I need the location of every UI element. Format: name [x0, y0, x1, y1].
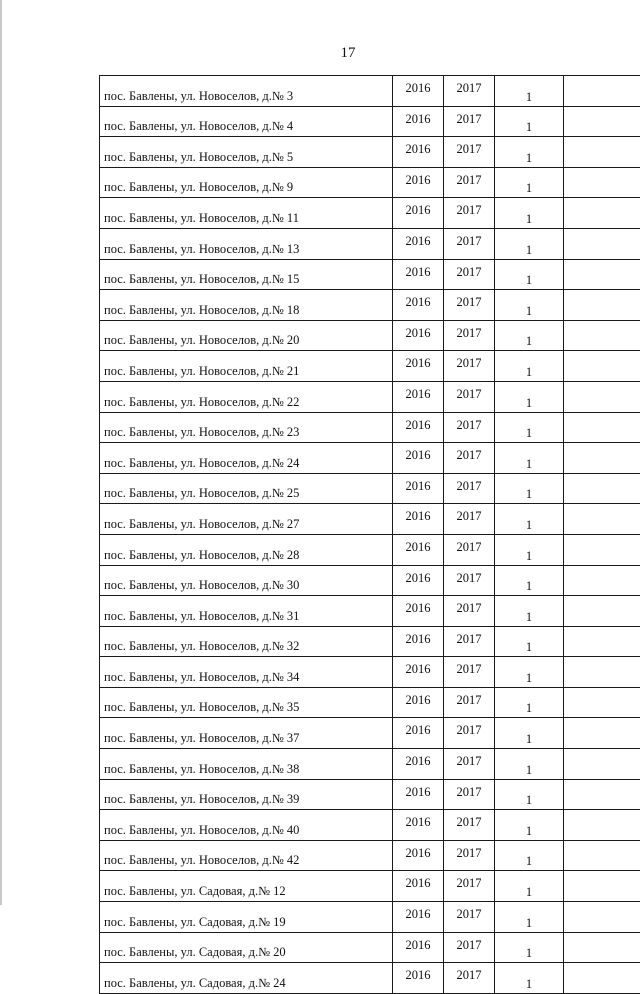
start-year-cell: 2016 [393, 779, 444, 810]
blank-cell [564, 473, 640, 504]
blank-cell [564, 167, 640, 198]
start-year-cell: 2016 [393, 963, 444, 994]
quantity-cell: 1 [495, 779, 564, 810]
quantity-cell: 1 [495, 137, 564, 168]
quantity-cell: 1 [495, 106, 564, 137]
end-year-cell: 2017 [444, 902, 495, 933]
table-row [100, 749, 640, 780]
end-year-cell: 2017 [444, 657, 495, 688]
blank-cell [564, 290, 640, 321]
address-cell: пос. Бавлены, ул. Садовая, д.№ 12 [100, 871, 393, 902]
quantity-cell: 1 [495, 932, 564, 963]
quantity-cell: 1 [495, 381, 564, 412]
end-year-cell: 2017 [444, 534, 495, 565]
quantity-cell: 1 [495, 596, 564, 627]
address-cell: пос. Бавлены, ул. Новоселов, д.№ 37 [100, 718, 393, 749]
table-row [100, 565, 640, 596]
blank-cell [564, 320, 640, 351]
table-row [100, 76, 640, 107]
start-year-cell: 2016 [393, 718, 444, 749]
address-cell: пос. Бавлены, ул. Садовая, д.№ 19 [100, 902, 393, 933]
end-year-cell: 2017 [444, 443, 495, 474]
address-cell: пос. Бавлены, ул. Новоселов, д.№ 27 [100, 504, 393, 535]
address-cell: пос. Бавлены, ул. Новоселов, д.№ 18 [100, 290, 393, 321]
start-year-cell: 2016 [393, 565, 444, 596]
start-year-cell: 2016 [393, 259, 444, 290]
quantity-cell: 1 [495, 473, 564, 504]
blank-cell [564, 840, 640, 871]
start-year-cell: 2016 [393, 657, 444, 688]
start-year-cell: 2016 [393, 871, 444, 902]
end-year-cell: 2017 [444, 228, 495, 259]
start-year-cell: 2016 [393, 534, 444, 565]
start-year-cell: 2016 [393, 320, 444, 351]
blank-cell [564, 902, 640, 933]
blank-cell [564, 749, 640, 780]
address-cell: пос. Бавлены, ул. Новоселов, д.№ 28 [100, 534, 393, 565]
blank-cell [564, 779, 640, 810]
table-row [100, 137, 640, 168]
address-cell: пос. Бавлены, ул. Новоселов, д.№ 22 [100, 381, 393, 412]
quantity-cell: 1 [495, 167, 564, 198]
quantity-cell: 1 [495, 320, 564, 351]
quantity-cell: 1 [495, 840, 564, 871]
registry-table [99, 75, 640, 994]
quantity-cell: 1 [495, 443, 564, 474]
start-year-cell: 2016 [393, 687, 444, 718]
quantity-cell: 1 [495, 534, 564, 565]
quantity-cell: 1 [495, 657, 564, 688]
end-year-cell: 2017 [444, 596, 495, 627]
table-row [100, 259, 640, 290]
end-year-cell: 2017 [444, 473, 495, 504]
address-cell: пос. Бавлены, ул. Новоселов, д.№ 35 [100, 687, 393, 718]
start-year-cell: 2016 [393, 412, 444, 443]
address-cell: пос. Бавлены, ул. Новоселов, д.№ 42 [100, 840, 393, 871]
table-row [100, 840, 640, 871]
end-year-cell: 2017 [444, 932, 495, 963]
end-year-cell: 2017 [444, 840, 495, 871]
address-cell: пос. Бавлены, ул. Новоселов, д.№ 40 [100, 810, 393, 841]
quantity-cell: 1 [495, 259, 564, 290]
scan-edge [0, 0, 2, 905]
address-cell: пос. Бавлены, ул. Новоселов, д.№ 4 [100, 106, 393, 137]
table-row [100, 228, 640, 259]
start-year-cell: 2016 [393, 381, 444, 412]
end-year-cell: 2017 [444, 718, 495, 749]
table-row [100, 902, 640, 933]
table-row [100, 626, 640, 657]
start-year-cell: 2016 [393, 106, 444, 137]
table-row [100, 932, 640, 963]
blank-cell [564, 932, 640, 963]
start-year-cell: 2016 [393, 137, 444, 168]
address-cell: пос. Бавлены, ул. Новоселов, д.№ 9 [100, 167, 393, 198]
start-year-cell: 2016 [393, 228, 444, 259]
address-cell: пос. Бавлены, ул. Новоселов, д.№ 30 [100, 565, 393, 596]
quantity-cell: 1 [495, 810, 564, 841]
end-year-cell: 2017 [444, 76, 495, 107]
end-year-cell: 2017 [444, 412, 495, 443]
blank-cell [564, 106, 640, 137]
blank-cell [564, 443, 640, 474]
start-year-cell: 2016 [393, 443, 444, 474]
table-row [100, 106, 640, 137]
start-year-cell: 2016 [393, 167, 444, 198]
quantity-cell: 1 [495, 749, 564, 780]
quantity-cell: 1 [495, 290, 564, 321]
address-cell: пос. Бавлены, ул. Новоселов, д.№ 20 [100, 320, 393, 351]
blank-cell [564, 412, 640, 443]
end-year-cell: 2017 [444, 871, 495, 902]
table-row [100, 810, 640, 841]
blank-cell [564, 963, 640, 994]
blank-cell [564, 871, 640, 902]
address-cell: пос. Бавлены, ул. Новоселов, д.№ 11 [100, 198, 393, 229]
blank-cell [564, 228, 640, 259]
end-year-cell: 2017 [444, 198, 495, 229]
end-year-cell: 2017 [444, 810, 495, 841]
end-year-cell: 2017 [444, 381, 495, 412]
end-year-cell: 2017 [444, 749, 495, 780]
table-row [100, 534, 640, 565]
blank-cell [564, 718, 640, 749]
end-year-cell: 2017 [444, 963, 495, 994]
blank-cell [564, 626, 640, 657]
address-cell: пос. Бавлены, ул. Новоселов, д.№ 24 [100, 443, 393, 474]
end-year-cell: 2017 [444, 626, 495, 657]
table-row [100, 963, 640, 994]
address-cell: пос. Бавлены, ул. Новоселов, д.№ 3 [100, 76, 393, 107]
start-year-cell: 2016 [393, 902, 444, 933]
end-year-cell: 2017 [444, 320, 495, 351]
quantity-cell: 1 [495, 963, 564, 994]
quantity-cell: 1 [495, 412, 564, 443]
quantity-cell: 1 [495, 76, 564, 107]
end-year-cell: 2017 [444, 351, 495, 382]
quantity-cell: 1 [495, 687, 564, 718]
end-year-cell: 2017 [444, 106, 495, 137]
table-row [100, 412, 640, 443]
table-row [100, 290, 640, 321]
table-row [100, 596, 640, 627]
quantity-cell: 1 [495, 902, 564, 933]
start-year-cell: 2016 [393, 198, 444, 229]
start-year-cell: 2016 [393, 351, 444, 382]
table-row [100, 167, 640, 198]
address-cell: пос. Бавлены, ул. Новоселов, д.№ 13 [100, 228, 393, 259]
start-year-cell: 2016 [393, 76, 444, 107]
address-cell: пос. Бавлены, ул. Новоселов, д.№ 34 [100, 657, 393, 688]
address-cell: пос. Бавлены, ул. Новоселов, д.№ 5 [100, 137, 393, 168]
start-year-cell: 2016 [393, 810, 444, 841]
blank-cell [564, 534, 640, 565]
start-year-cell: 2016 [393, 840, 444, 871]
start-year-cell: 2016 [393, 504, 444, 535]
address-cell: пос. Бавлены, ул. Новоселов, д.№ 15 [100, 259, 393, 290]
table-row [100, 687, 640, 718]
end-year-cell: 2017 [444, 167, 495, 198]
table-row [100, 473, 640, 504]
quantity-cell: 1 [495, 626, 564, 657]
table-row [100, 351, 640, 382]
blank-cell [564, 351, 640, 382]
table-row [100, 443, 640, 474]
start-year-cell: 2016 [393, 290, 444, 321]
end-year-cell: 2017 [444, 137, 495, 168]
start-year-cell: 2016 [393, 596, 444, 627]
table-row [100, 504, 640, 535]
table-row [100, 320, 640, 351]
table-row [100, 779, 640, 810]
blank-cell [564, 810, 640, 841]
page-number: 17 [0, 44, 640, 62]
address-cell: пос. Бавлены, ул. Новоселов, д.№ 32 [100, 626, 393, 657]
start-year-cell: 2016 [393, 473, 444, 504]
address-cell: пос. Бавлены, ул. Новоселов, д.№ 23 [100, 412, 393, 443]
address-cell: пос. Бавлены, ул. Новоселов, д.№ 38 [100, 749, 393, 780]
quantity-cell: 1 [495, 228, 564, 259]
start-year-cell: 2016 [393, 626, 444, 657]
quantity-cell: 1 [495, 718, 564, 749]
end-year-cell: 2017 [444, 504, 495, 535]
table-row [100, 871, 640, 902]
quantity-cell: 1 [495, 565, 564, 596]
start-year-cell: 2016 [393, 749, 444, 780]
blank-cell [564, 198, 640, 229]
registry-table-body [100, 76, 640, 994]
blank-cell [564, 259, 640, 290]
end-year-cell: 2017 [444, 259, 495, 290]
blank-cell [564, 137, 640, 168]
quantity-cell: 1 [495, 871, 564, 902]
blank-cell [564, 76, 640, 107]
table-row [100, 657, 640, 688]
blank-cell [564, 565, 640, 596]
quantity-cell: 1 [495, 504, 564, 535]
address-cell: пос. Бавлены, ул. Садовая, д.№ 20 [100, 932, 393, 963]
address-cell: пос. Бавлены, ул. Новоселов, д.№ 21 [100, 351, 393, 382]
address-cell: пос. Бавлены, ул. Новоселов, д.№ 39 [100, 779, 393, 810]
table-row [100, 381, 640, 412]
blank-cell [564, 657, 640, 688]
address-cell: пос. Бавлены, ул. Новоселов, д.№ 31 [100, 596, 393, 627]
address-cell: пос. Бавлены, ул. Новоселов, д.№ 25 [100, 473, 393, 504]
end-year-cell: 2017 [444, 779, 495, 810]
blank-cell [564, 504, 640, 535]
end-year-cell: 2017 [444, 565, 495, 596]
blank-cell [564, 687, 640, 718]
table-row [100, 198, 640, 229]
end-year-cell: 2017 [444, 687, 495, 718]
quantity-cell: 1 [495, 198, 564, 229]
quantity-cell: 1 [495, 351, 564, 382]
blank-cell [564, 381, 640, 412]
end-year-cell: 2017 [444, 290, 495, 321]
blank-cell [564, 596, 640, 627]
table-row [100, 718, 640, 749]
address-cell: пос. Бавлены, ул. Садовая, д.№ 24 [100, 963, 393, 994]
start-year-cell: 2016 [393, 932, 444, 963]
